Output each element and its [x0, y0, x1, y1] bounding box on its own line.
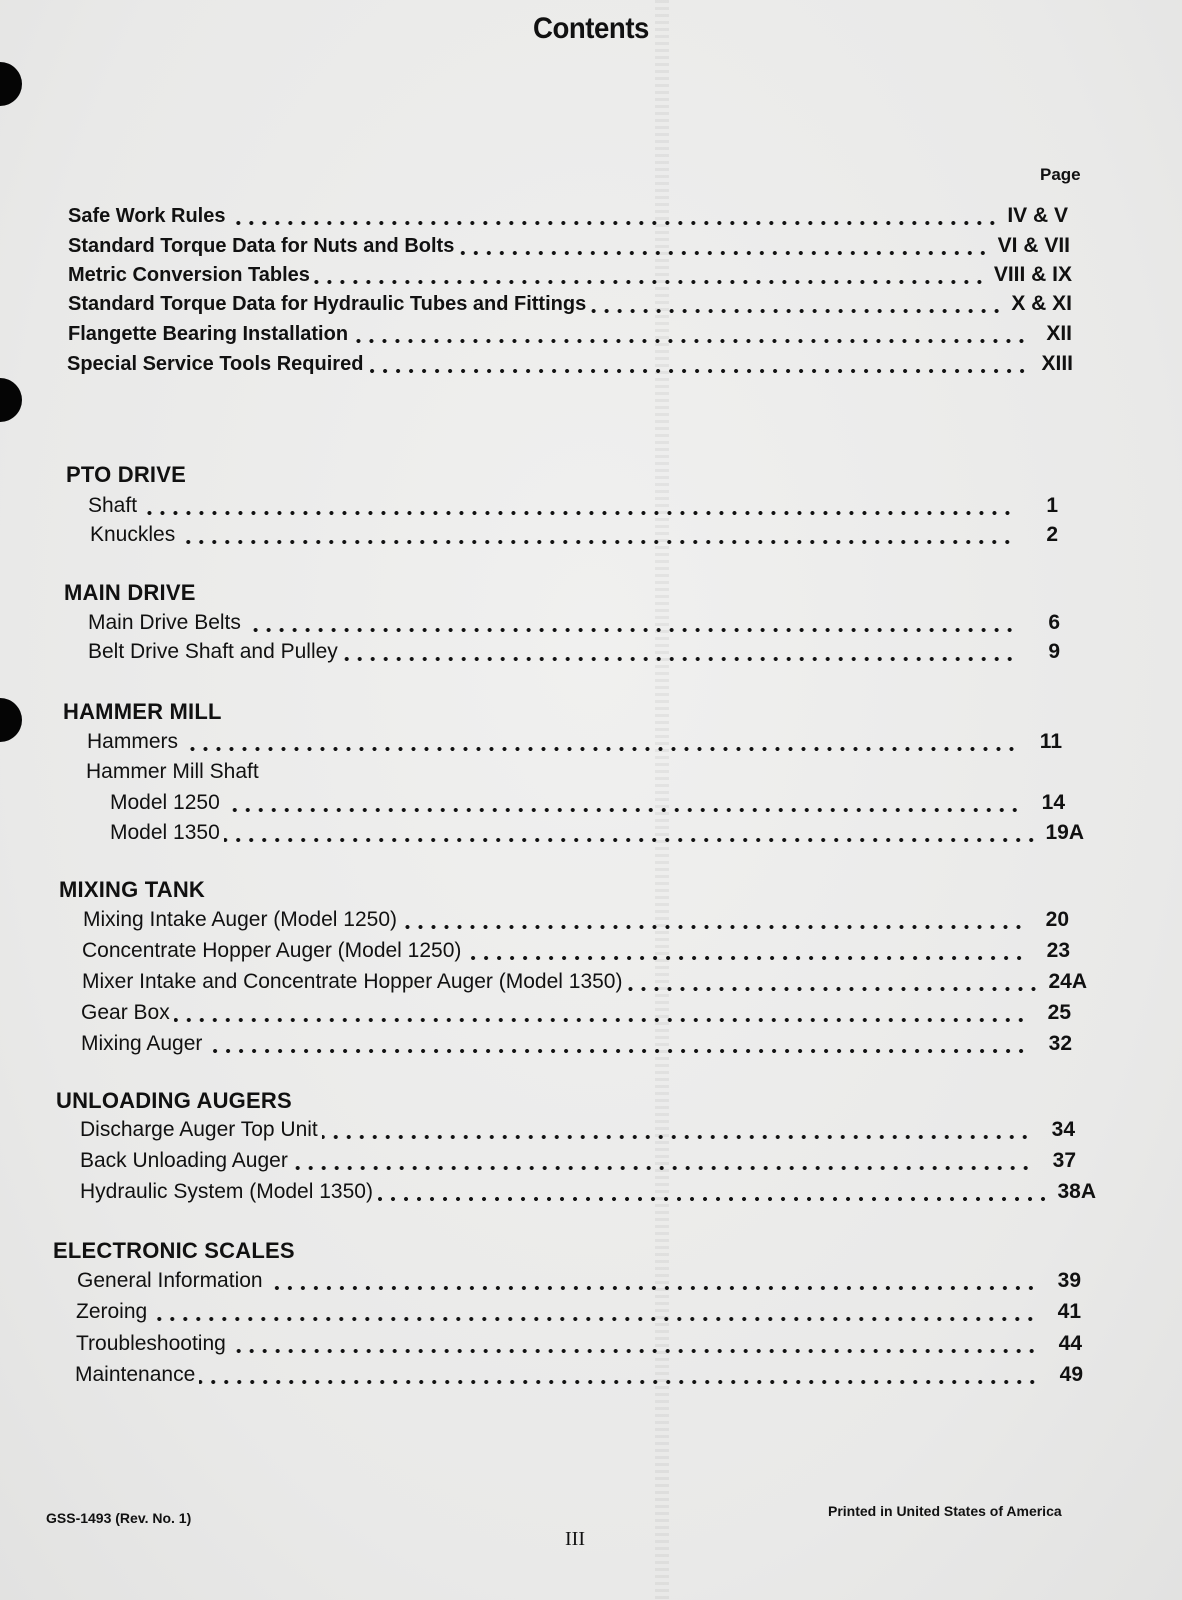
binder-hole-icon — [0, 378, 22, 422]
dot-leader — [245, 628, 1016, 632]
toc-entry-label: Gear Box — [81, 1001, 170, 1024]
toc-entry-page: 2 — [1046, 523, 1058, 546]
dot-leader — [465, 956, 1026, 960]
toc-entry[interactable] — [80, 1149, 1076, 1177]
page-title: Contents — [533, 12, 649, 45]
toc-entry[interactable] — [80, 1118, 1075, 1146]
toc-entry[interactable] — [110, 791, 1065, 819]
dot-leader — [229, 221, 999, 225]
toc-entry-page: 34 — [1051, 1118, 1075, 1141]
section-heading: PTO DRIVE — [66, 462, 186, 487]
toc-entry-label: Belt Drive Shaft and Pulley — [88, 640, 338, 663]
toc-entry-label: Mixer Intake and Concentrate Hopper Auger (Model 1350) — [82, 970, 623, 993]
dot-leader — [292, 1166, 1032, 1170]
printed-notice: Printed in United States of America — [828, 1503, 1062, 1519]
dot-leader — [224, 808, 1021, 812]
toc-entry-label: Main Drive Belts — [88, 611, 241, 634]
toc-entry-label: Safe Work Rules — [68, 205, 226, 227]
dot-leader — [224, 838, 1038, 842]
toc-entry-label: Maintenance — [75, 1363, 196, 1386]
toc-entry[interactable] — [88, 611, 1060, 639]
dot-leader — [179, 540, 1014, 544]
toc-entry-page: 32 — [1048, 1032, 1072, 1055]
toc-entry-label: Back Unloading Auger — [80, 1149, 288, 1172]
toc-entry-label: Knuckles — [90, 523, 176, 546]
toc-entry[interactable] — [83, 908, 1069, 936]
toc-entry[interactable] — [77, 1269, 1081, 1297]
toc-entry-label: Discharge Auger Top Unit — [80, 1118, 318, 1141]
dot-leader — [230, 1349, 1038, 1353]
toc-entry-page: 24A — [1048, 970, 1087, 993]
toc-subheading: Hammer Mill Shaft — [86, 760, 259, 783]
toc-entry-label: Model 1350 — [110, 821, 220, 844]
toc-entry[interactable] — [68, 322, 1072, 350]
toc-entry-page: 49 — [1059, 1363, 1083, 1386]
dot-leader — [174, 1018, 1027, 1022]
toc-entry-page: 23 — [1046, 939, 1070, 962]
section-heading: ELECTRONIC SCALES — [53, 1238, 295, 1263]
toc-entry-label: Metric Conversion Tables — [68, 264, 310, 286]
dot-leader — [590, 309, 1003, 313]
dot-leader — [352, 339, 1028, 343]
section-heading: HAMMER MILL — [63, 699, 222, 724]
toc-entry-label: Mixing Auger — [81, 1032, 203, 1055]
dot-leader — [342, 657, 1016, 661]
dot-leader — [151, 1317, 1037, 1321]
toc-entry-label: Shaft — [88, 494, 138, 517]
toc-entry-label: Concentrate Hopper Auger (Model 1250) — [82, 939, 462, 962]
dot-leader — [141, 511, 1014, 515]
toc-entry-label: Standard Torque Data for Hydraulic Tubes and Fittings — [68, 293, 587, 315]
toc-entry-page: X & XI — [1011, 292, 1072, 315]
toc-entry-label: Hammers — [87, 730, 179, 753]
toc-entry-page: 9 — [1048, 640, 1060, 663]
toc-entry[interactable] — [81, 1032, 1072, 1060]
page-number: III — [565, 1528, 585, 1550]
toc-entry-label: Standard Torque Data for Nuts and Bolts — [68, 235, 455, 257]
toc-entry-page: XIII — [1041, 352, 1073, 375]
dot-leader — [206, 1049, 1028, 1053]
dot-leader — [401, 925, 1025, 929]
toc-entry-page: 6 — [1048, 611, 1060, 634]
toc-entry-page: 11 — [1039, 730, 1062, 753]
dot-leader — [626, 987, 1040, 991]
section-heading: MIXING TANK — [59, 877, 206, 902]
toc-entry-page: IV & V — [1007, 204, 1068, 227]
toc-entry-label: Troubleshooting — [76, 1332, 226, 1355]
toc-entry[interactable] — [68, 292, 1072, 320]
toc-entry[interactable] — [81, 1001, 1071, 1029]
dot-leader — [267, 1286, 1037, 1290]
toc-entry-label: Mixing Intake Auger (Model 1250) — [83, 908, 398, 931]
dot-leader — [314, 280, 986, 284]
toc-entry-page: 19A — [1045, 821, 1084, 844]
toc-entry-page: 41 — [1057, 1300, 1081, 1323]
toc-entry-page: 1 — [1046, 494, 1058, 517]
toc-entry-label: Model 1250 — [110, 791, 220, 814]
toc-entry-page: 14 — [1041, 791, 1065, 814]
toc-entry[interactable] — [88, 640, 1060, 668]
section-heading: UNLOADING AUGERS — [56, 1088, 292, 1113]
document-code: GSS-1493 (Rev. No. 1) — [46, 1510, 192, 1526]
toc-entry[interactable] — [82, 939, 1070, 967]
toc-entry[interactable] — [67, 352, 1073, 380]
toc-entry[interactable] — [68, 234, 1070, 262]
toc-entry-label: General Information — [77, 1269, 263, 1292]
dot-leader — [377, 1197, 1050, 1201]
toc-entry[interactable] — [87, 730, 1062, 758]
toc-entry-page: 20 — [1045, 908, 1069, 931]
toc-entry-page: 38A — [1057, 1180, 1096, 1203]
dot-leader — [182, 747, 1018, 751]
toc-entry[interactable] — [88, 494, 1058, 522]
binder-hole-icon — [0, 698, 22, 742]
toc-entry-page: 37 — [1052, 1149, 1076, 1172]
dot-leader — [458, 251, 989, 255]
toc-entry[interactable] — [80, 1180, 1096, 1208]
toc-entry-label: Flangette Bearing Installation — [68, 323, 349, 345]
section-heading: MAIN DRIVE — [64, 580, 196, 605]
toc-entry[interactable] — [82, 970, 1087, 998]
toc-entry-page: 44 — [1058, 1332, 1082, 1355]
dot-leader — [199, 1380, 1039, 1384]
toc-entry[interactable] — [68, 263, 1072, 291]
toc-entry[interactable] — [76, 1332, 1082, 1360]
binder-hole-icon — [0, 62, 22, 106]
toc-entry-label: Zeroing — [76, 1300, 148, 1323]
toc-entry[interactable] — [110, 821, 1084, 849]
toc-entry[interactable] — [68, 204, 1068, 232]
toc-entry[interactable] — [75, 1363, 1083, 1391]
toc-entry-label: Hydraulic System (Model 1350) — [80, 1180, 373, 1203]
toc-entry-page: XII — [1046, 322, 1072, 345]
toc-entry-page: VIII & IX — [993, 263, 1072, 286]
toc-entry-label: Special Service Tools Required — [67, 353, 364, 375]
toc-entry-page: 25 — [1047, 1001, 1071, 1024]
page-column-header: Page — [1040, 165, 1081, 184]
toc-entry[interactable] — [76, 1300, 1081, 1328]
toc-entry-page: VI & VII — [997, 234, 1070, 257]
toc-entry[interactable] — [90, 523, 1058, 551]
toc-entry-page: 39 — [1057, 1269, 1081, 1292]
dot-leader — [367, 369, 1029, 373]
dot-leader — [322, 1135, 1031, 1139]
